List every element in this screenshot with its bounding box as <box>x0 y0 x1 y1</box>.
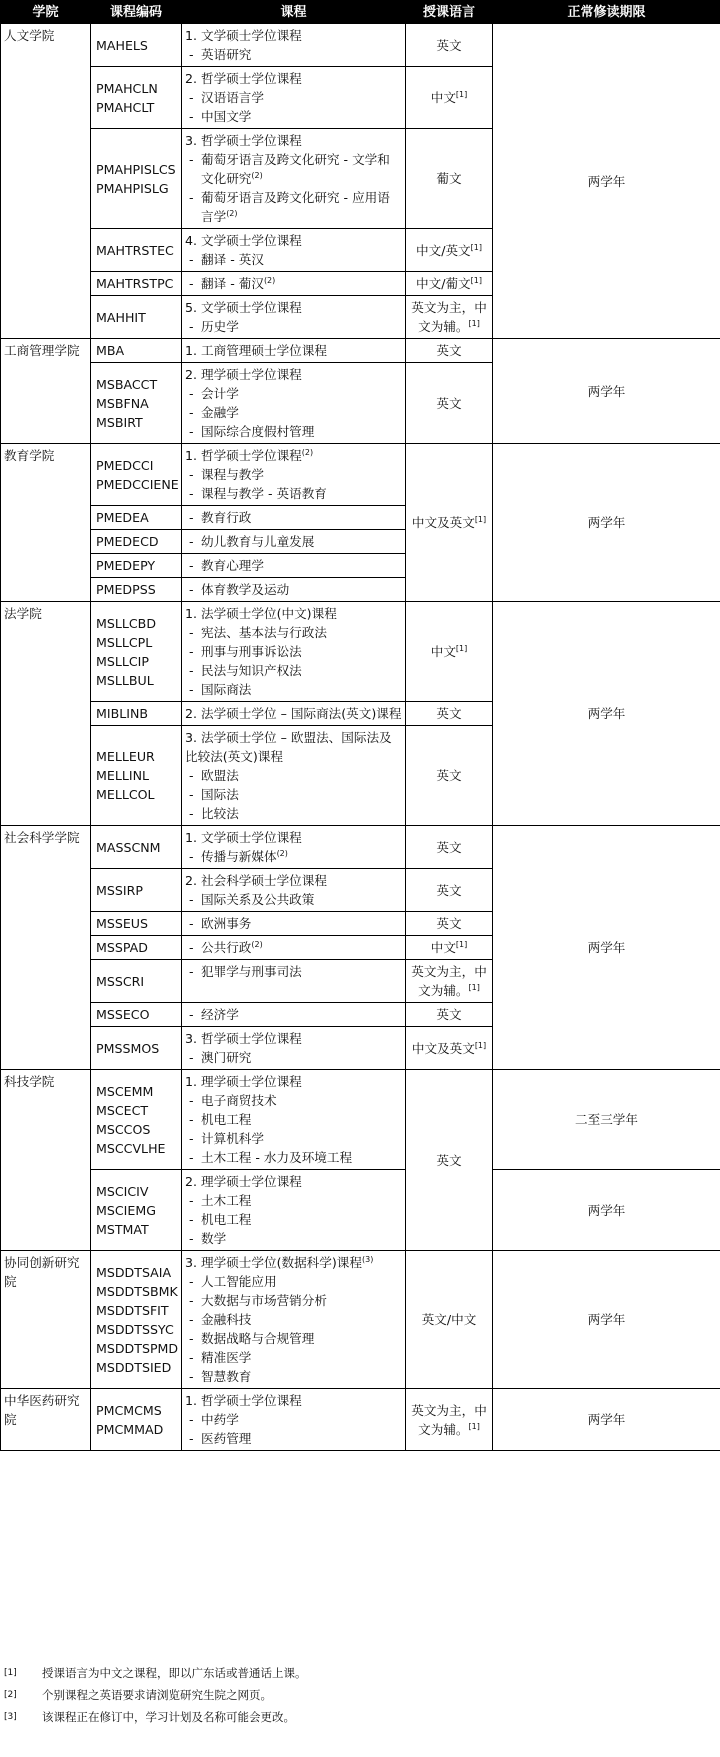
programme-code: MSTMAT <box>96 1221 149 1237</box>
study-period: 两学年 <box>493 1170 720 1251</box>
programme-heading: 1. 理学硕士学位课程 <box>185 1074 302 1089</box>
programme-item: - 计算机科学 <box>185 1129 402 1148</box>
header-period: 正常修读期限 <box>493 1 720 24</box>
programme-cell <box>182 1003 406 1027</box>
table-row <box>1 602 720 702</box>
programme-item: - 欧洲事务 <box>185 914 402 933</box>
programme-item: - 医药管理 <box>185 1429 402 1448</box>
programme-item: - 国际关系及公共政策 <box>185 890 402 909</box>
programme-item: - 葡萄牙语言及跨文化研究 - 应用语言学$^{(2)}$ <box>185 188 402 226</box>
table-row <box>1 24 720 67</box>
programme-codes <box>91 1251 182 1389</box>
programme-code: PMEDCCI <box>96 457 154 473</box>
programme-cell <box>182 296 406 339</box>
programme-item: - 葡萄牙语言及跨文化研究 - 文学和文化研究$^{(2)}$ <box>185 150 402 188</box>
programme-code: MSLLBUL <box>96 672 154 688</box>
programme-item: - 犯罪学与刑事司法 <box>185 962 402 981</box>
programme-code: MSLLCPL <box>96 634 153 650</box>
programme-code: PMCMMAD <box>96 1421 164 1437</box>
programme-code: MSSECO <box>96 1007 150 1022</box>
programme-code: MSBACCT <box>96 376 158 392</box>
study-period: 两学年 <box>493 1389 720 1451</box>
school-name: 协同创新研究院 <box>1 1251 91 1389</box>
programme-code: MSDDTSIED <box>96 1359 172 1375</box>
footnote-mark: [2] <box>4 1690 17 1700</box>
programme-code: MSCECT <box>96 1102 149 1118</box>
programme-code: MSLLCBD <box>96 615 157 631</box>
programme-item: - 土木工程 - 水力及环境工程 <box>185 1148 402 1167</box>
table-row <box>1 339 720 363</box>
programme-item: - 国际法 <box>185 785 402 804</box>
programme-codes <box>91 229 182 272</box>
header-programme: 课程 <box>182 1 406 24</box>
programme-heading: 2. 哲学硕士学位课程 <box>185 71 302 86</box>
programme-item: - 经济学 <box>185 1005 402 1024</box>
programme-code: MSDDTSBMK <box>96 1283 178 1299</box>
teaching-language: 中文/英文[1] <box>406 229 493 272</box>
footnote-mark: [3] <box>4 1712 17 1722</box>
programme-codes <box>91 1070 182 1170</box>
teaching-language: 英文为主，中文为辅。[1] <box>406 960 493 1003</box>
programme-code: MIBLINB <box>96 706 149 721</box>
footnote-text: 个别课程之英语要求请浏览研究生院之网页。 <box>42 1688 272 1702</box>
programme-cell <box>182 1389 406 1451</box>
programme-codes <box>91 602 182 702</box>
programme-heading: 1. 哲学硕士学位课程$^{(2)}$ <box>185 447 314 463</box>
table-row <box>1 444 720 506</box>
programme-item: - 中药学 <box>185 1410 402 1429</box>
teaching-language: 英文为主，中文为辅。[1] <box>406 1389 493 1451</box>
teaching-language: 中文[1] <box>406 602 493 702</box>
footnote-text: 授课语言为中文之课程，即以广东话或普通话上课。 <box>42 1666 307 1680</box>
footnotes <box>0 1662 720 1728</box>
programme-cell <box>182 960 406 1003</box>
programme-cell <box>182 936 406 960</box>
programme-heading: 1. 哲学硕士学位课程 <box>185 1393 302 1408</box>
programme-code: MSSIRP <box>96 882 143 898</box>
table-row <box>1 1170 720 1251</box>
programme-item: - 中国文学 <box>185 107 402 126</box>
programme-item: - 公共行政$^{(2)}$ <box>185 938 402 957</box>
programme-cell <box>182 530 406 554</box>
programme-heading: 2. 社会科学硕士学位课程 <box>185 873 327 888</box>
teaching-language: 英文为主，中文为辅。[1] <box>406 296 493 339</box>
programme-heading: 1. 工商管理硕士学位课程 <box>185 343 327 358</box>
programme-item: - 金融学 <box>185 403 402 422</box>
programme-heading: 2. 理学硕士学位课程 <box>185 367 302 382</box>
programme-heading: 1. 文学硕士学位课程 <box>185 830 302 845</box>
teaching-language: 英文 <box>406 363 493 444</box>
programme-codes <box>91 578 182 602</box>
programme-codes <box>91 960 182 1003</box>
programme-code: MSDDTSPMD <box>96 1340 179 1356</box>
programme-cell <box>182 24 406 67</box>
programme-codes <box>91 530 182 554</box>
programme-code: MSSPAD <box>96 940 148 955</box>
table-header-row <box>1 1 720 24</box>
programme-item: - 翻译 - 英汉 <box>185 250 402 269</box>
programme-codes <box>91 1003 182 1027</box>
programme-codes <box>91 67 182 129</box>
programme-cell <box>182 869 406 912</box>
programme-cell <box>182 363 406 444</box>
programme-code: MELLCOL <box>96 787 155 802</box>
study-period: 两学年 <box>493 1251 720 1389</box>
programme-code: PMCMCMS <box>96 1402 162 1418</box>
table-row <box>1 1251 720 1389</box>
programme-cell <box>182 272 406 296</box>
programme-item: - 课程与教学 <box>185 465 402 484</box>
programme-heading: 1. 文学硕士学位课程 <box>185 28 302 43</box>
programme-item: - 电子商贸技术 <box>185 1091 402 1110</box>
programme-code: MAHELS <box>96 37 148 53</box>
programme-code: PMEDECD <box>96 534 159 549</box>
programme-code: MSCICIV <box>96 1183 149 1199</box>
table-row <box>1 1389 720 1451</box>
teaching-language: 英文 <box>406 726 493 826</box>
programme-item: - 会计学 <box>185 384 402 403</box>
programme-item: - 英语研究 <box>185 45 402 64</box>
programme-code: PMAHPISLCS <box>96 161 176 177</box>
study-period: 两学年 <box>493 339 720 444</box>
teaching-language: 英文 <box>406 339 493 363</box>
programme-code: PMAHCLN <box>96 80 158 96</box>
programme-cell <box>182 1070 406 1170</box>
programme-code: MSLLCIP <box>96 653 149 669</box>
programme-heading: 2. 理学硕士学位课程 <box>185 1174 302 1189</box>
programme-code: MSDDTSFIT <box>96 1302 169 1318</box>
programme-codes <box>91 936 182 960</box>
programme-item: - 课程与教学 - 英语教育 <box>185 484 402 503</box>
programme-code: MSSCRI <box>96 973 145 989</box>
programme-item: - 宪法、基本法与行政法 <box>185 623 402 642</box>
programme-code: MSBFNA <box>96 395 149 411</box>
teaching-language: 中文[1] <box>406 67 493 129</box>
school-name: 科技学院 <box>1 1070 91 1251</box>
teaching-language: 英文 <box>406 869 493 912</box>
teaching-language: 英文 <box>406 826 493 869</box>
programme-item: - 机电工程 <box>185 1210 402 1229</box>
programme-heading: 3. 哲学硕士学位课程 <box>185 133 302 148</box>
programme-cell <box>182 702 406 726</box>
programme-code: PMEDEA <box>96 510 149 525</box>
programme-heading: 4. 文学硕士学位课程 <box>185 233 302 248</box>
programme-item: - 智慧教育 <box>185 1367 402 1386</box>
programme-code: PMAHPISLG <box>96 180 169 196</box>
programme-item: - 民法与知识产权法 <box>185 661 402 680</box>
programme-item: - 翻译 - 葡汉$^{(2)}$ <box>185 274 402 293</box>
table-body <box>1 24 720 1451</box>
teaching-language: 中文[1] <box>406 936 493 960</box>
programme-item: - 数据战略与合规管理 <box>185 1329 402 1348</box>
footnote <box>0 1684 720 1706</box>
footnote <box>0 1662 720 1684</box>
study-period: 两学年 <box>493 24 720 339</box>
programme-code: MAHHIT <box>96 309 146 325</box>
programme-cell <box>182 602 406 702</box>
programme-codes <box>91 506 182 530</box>
programme-item: - 刑事与刑事诉讼法 <box>185 642 402 661</box>
teaching-language: 中文/葡文[1] <box>406 272 493 296</box>
programme-item: - 国际综合度假村管理 <box>185 422 402 441</box>
programme-code: PMSSMOS <box>96 1040 160 1056</box>
programme-heading: 3. 理学硕士学位(数据科学)课程$^{(3)}$ <box>185 1254 374 1270</box>
programme-cell <box>182 229 406 272</box>
teaching-language: 中文及英文[1] <box>406 444 493 602</box>
programme-code: PMEDCCIENE <box>96 476 179 492</box>
programme-cell <box>182 578 406 602</box>
programme-cell <box>182 1027 406 1070</box>
teaching-language: 英文 <box>406 1070 493 1251</box>
teaching-language: 英文 <box>406 24 493 67</box>
programme-codes <box>91 296 182 339</box>
programme-item: - 人工智能应用 <box>185 1272 402 1291</box>
teaching-language: 英文 <box>406 912 493 936</box>
programme-code: PMEDEPY <box>96 558 156 573</box>
programme-item: - 土木工程 <box>185 1191 402 1210</box>
study-period: 二至三学年 <box>493 1070 720 1170</box>
programme-codes <box>91 702 182 726</box>
programme-code: MSCEMM <box>96 1083 154 1099</box>
programme-code: MELLEUR <box>96 749 155 764</box>
footnote-text: 该课程正在修订中，学习计划及名称可能会更改。 <box>42 1710 295 1724</box>
programme-codes <box>91 24 182 67</box>
programme-cell <box>182 554 406 578</box>
school-name: 教育学院 <box>1 444 91 602</box>
programme-cell <box>182 339 406 363</box>
school-name: 中华医药研究院 <box>1 1389 91 1451</box>
programme-item: - 教育行政 <box>185 508 402 527</box>
programme-item: - 澳门研究 <box>185 1048 402 1067</box>
programme-code: MASSCNM <box>96 839 161 855</box>
programme-cell <box>182 726 406 826</box>
programme-heading: 2. 法学硕士学位 – 国际商法(英文)课程 <box>185 706 402 721</box>
programme-code: PMEDPSS <box>96 582 156 597</box>
programme-cell <box>182 129 406 229</box>
teaching-language: 英文/中文 <box>406 1251 493 1389</box>
header-code: 课程编码 <box>91 1 182 24</box>
programme-code: MSBIRT <box>96 414 143 430</box>
programme-item: - 精准医学 <box>185 1348 402 1367</box>
programme-item: - 大数据与市场营销分析 <box>185 1291 402 1310</box>
study-period: 两学年 <box>493 826 720 1070</box>
programme-cell <box>182 67 406 129</box>
programme-codes <box>91 444 182 506</box>
programme-codes <box>91 912 182 936</box>
header-school: 学院 <box>1 1 91 24</box>
table-row <box>1 826 720 869</box>
programme-codes <box>91 1170 182 1251</box>
programme-code: MSDDTSSYC <box>96 1321 174 1337</box>
programme-heading: 3. 法学硕士学位 – 欧盟法、国际法及比较法(英文)课程 <box>185 730 392 764</box>
header-language: 授课语言 <box>406 1 493 24</box>
table-row <box>1 1070 720 1170</box>
study-period: 两学年 <box>493 444 720 602</box>
programme-code: MSCCVLHE <box>96 1140 166 1156</box>
programme-codes <box>91 129 182 229</box>
programme-item: - 数学 <box>185 1229 402 1248</box>
programme-codes <box>91 272 182 296</box>
school-name: 社会科学学院 <box>1 826 91 1070</box>
programme-heading: 5. 文学硕士学位课程 <box>185 300 302 315</box>
programme-code: MBA <box>96 343 125 358</box>
programme-codes <box>91 869 182 912</box>
teaching-language: 英文 <box>406 702 493 726</box>
programme-cell <box>182 444 406 506</box>
teaching-language: 中文及英文[1] <box>406 1027 493 1070</box>
programme-item: - 汉语语言学 <box>185 88 402 107</box>
teaching-language: 葡文 <box>406 129 493 229</box>
programme-codes <box>91 363 182 444</box>
programme-code: PMAHCLT <box>96 99 155 115</box>
programme-cell <box>182 506 406 530</box>
programme-codes <box>91 554 182 578</box>
programme-code: MAHTRSTPC <box>96 276 174 291</box>
programme-item: - 金融科技 <box>185 1310 402 1329</box>
programme-codes <box>91 339 182 363</box>
programme-code: MAHTRSTEC <box>96 242 174 258</box>
programme-code: MSSEUS <box>96 916 149 931</box>
programme-code: MELLINL <box>96 768 150 783</box>
programme-code: MSCCOS <box>96 1121 151 1137</box>
programme-cell <box>182 1251 406 1389</box>
footnote-mark: [1] <box>4 1668 17 1678</box>
programme-cell <box>182 826 406 869</box>
study-period: 两学年 <box>493 602 720 826</box>
programme-item: - 国际商法 <box>185 680 402 699</box>
programme-cell <box>182 912 406 936</box>
programme-item: - 比较法 <box>185 804 402 823</box>
programme-code: MSCIEMG <box>96 1202 156 1218</box>
teaching-language: 英文 <box>406 1003 493 1027</box>
programme-codes <box>91 1389 182 1451</box>
school-name: 人文学院 <box>1 24 91 339</box>
programme-item: - 历史学 <box>185 317 402 336</box>
programme-item: - 欧盟法 <box>185 766 402 785</box>
school-name: 工商管理学院 <box>1 339 91 444</box>
programme-item: - 教育心理学 <box>185 556 402 575</box>
programme-heading: 1. 法学硕士学位(中文)课程 <box>185 606 337 621</box>
programme-code: MSDDTSAIA <box>96 1264 172 1280</box>
programme-item: - 传播与新媒体$^{(2)}$ <box>185 847 402 866</box>
programme-cell <box>182 1170 406 1251</box>
footnote <box>0 1706 720 1728</box>
programme-heading: 3. 哲学硕士学位课程 <box>185 1031 302 1046</box>
programme-codes <box>91 826 182 869</box>
programme-item: - 幼儿教育与儿童发展 <box>185 532 402 551</box>
programme-codes <box>91 1027 182 1070</box>
programme-item: - 机电工程 <box>185 1110 402 1129</box>
school-name: 法学院 <box>1 602 91 826</box>
programme-codes <box>91 726 182 826</box>
programme-item: - 体育教学及运动 <box>185 580 402 599</box>
